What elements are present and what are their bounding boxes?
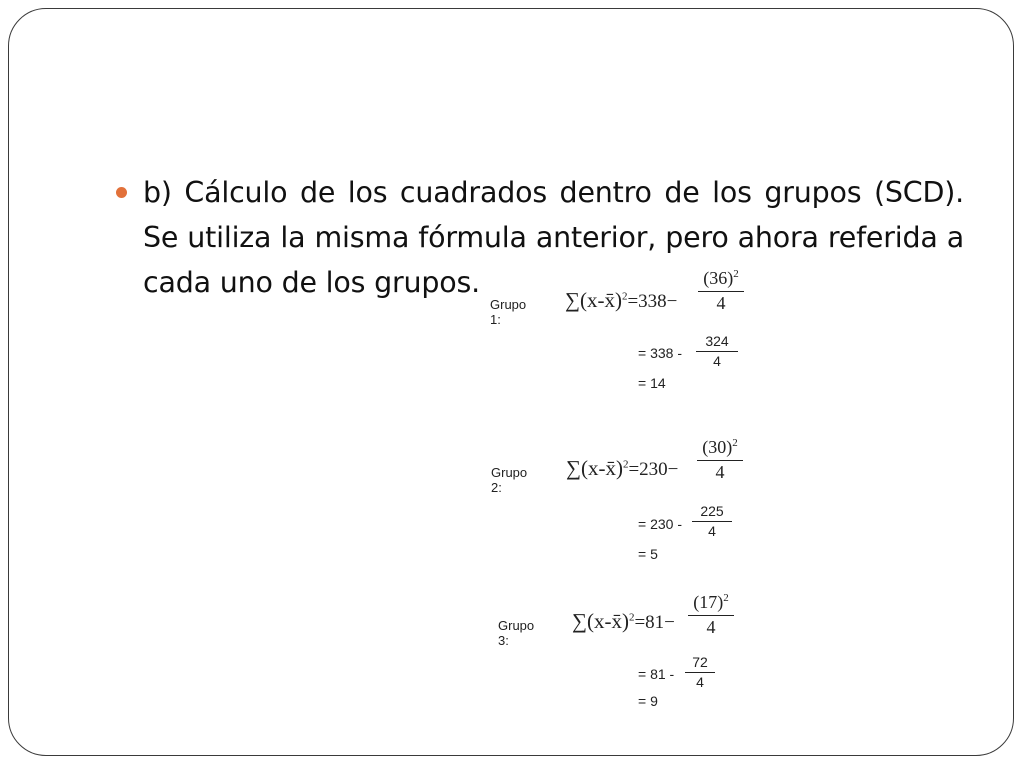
group-3-formula bbox=[572, 609, 675, 634]
sum-expression: ∑(x-x̄) bbox=[572, 609, 629, 633]
fraction-exponent: 2 bbox=[723, 592, 729, 604]
group-3-step-prefix: = 81 - bbox=[638, 666, 675, 682]
bullet-text: b) Cálculo de los cuadrados dentro de los grupos (SCD). Se utiliza la misma fórmula anterior, pero ahora referida a cada uno de los grupos. bbox=[143, 176, 964, 299]
step-denominator: 4 bbox=[708, 523, 716, 539]
group-2-step-prefix: = 230 - bbox=[638, 516, 682, 532]
equals-value: =338− bbox=[627, 291, 678, 312]
fraction-denominator: 4 bbox=[715, 462, 725, 482]
group-1-fraction bbox=[698, 268, 744, 314]
fraction-denominator: 4 bbox=[716, 293, 726, 313]
group-1-step-fraction bbox=[696, 333, 738, 369]
group-2-label: Grupo 2: bbox=[491, 465, 528, 495]
group-3-label: Grupo 3: bbox=[498, 618, 535, 648]
equals-value: =81− bbox=[634, 612, 675, 633]
step-numerator: 324 bbox=[696, 333, 738, 352]
group-3-step-fraction bbox=[685, 654, 715, 690]
fraction-numerator: (17) bbox=[693, 592, 724, 612]
group-1-formula bbox=[565, 288, 677, 313]
bullet-dot-icon bbox=[116, 187, 127, 198]
bullet-item bbox=[116, 170, 964, 305]
group-3-fraction bbox=[688, 592, 734, 638]
sum-expression: ∑(x-x̄) bbox=[566, 456, 623, 480]
equals-value: =230− bbox=[628, 459, 679, 480]
group-2-result: = 5 bbox=[638, 546, 658, 562]
sum-expression: ∑(x-x̄) bbox=[565, 288, 622, 312]
group-3-result: = 9 bbox=[638, 693, 658, 709]
exponent: 2 bbox=[621, 290, 628, 303]
exponent: 2 bbox=[622, 458, 629, 471]
step-denominator: 4 bbox=[713, 353, 721, 369]
group-1-step-prefix: = 338 - bbox=[638, 345, 682, 361]
group-1-result: = 14 bbox=[638, 375, 666, 391]
fraction-numerator: (36) bbox=[703, 268, 734, 288]
step-numerator: 225 bbox=[692, 503, 732, 522]
fraction-numerator: (30) bbox=[702, 437, 733, 457]
step-numerator: 72 bbox=[685, 654, 715, 673]
group-2-fraction bbox=[697, 437, 743, 483]
group-1-label: Grupo 1: bbox=[490, 297, 527, 327]
exponent: 2 bbox=[628, 611, 635, 624]
group-2-step-fraction bbox=[692, 503, 732, 539]
step-denominator: 4 bbox=[696, 674, 704, 690]
fraction-exponent: 2 bbox=[732, 437, 738, 449]
fraction-denominator: 4 bbox=[706, 617, 716, 637]
group-2-formula bbox=[566, 456, 678, 481]
fraction-exponent: 2 bbox=[733, 268, 739, 280]
